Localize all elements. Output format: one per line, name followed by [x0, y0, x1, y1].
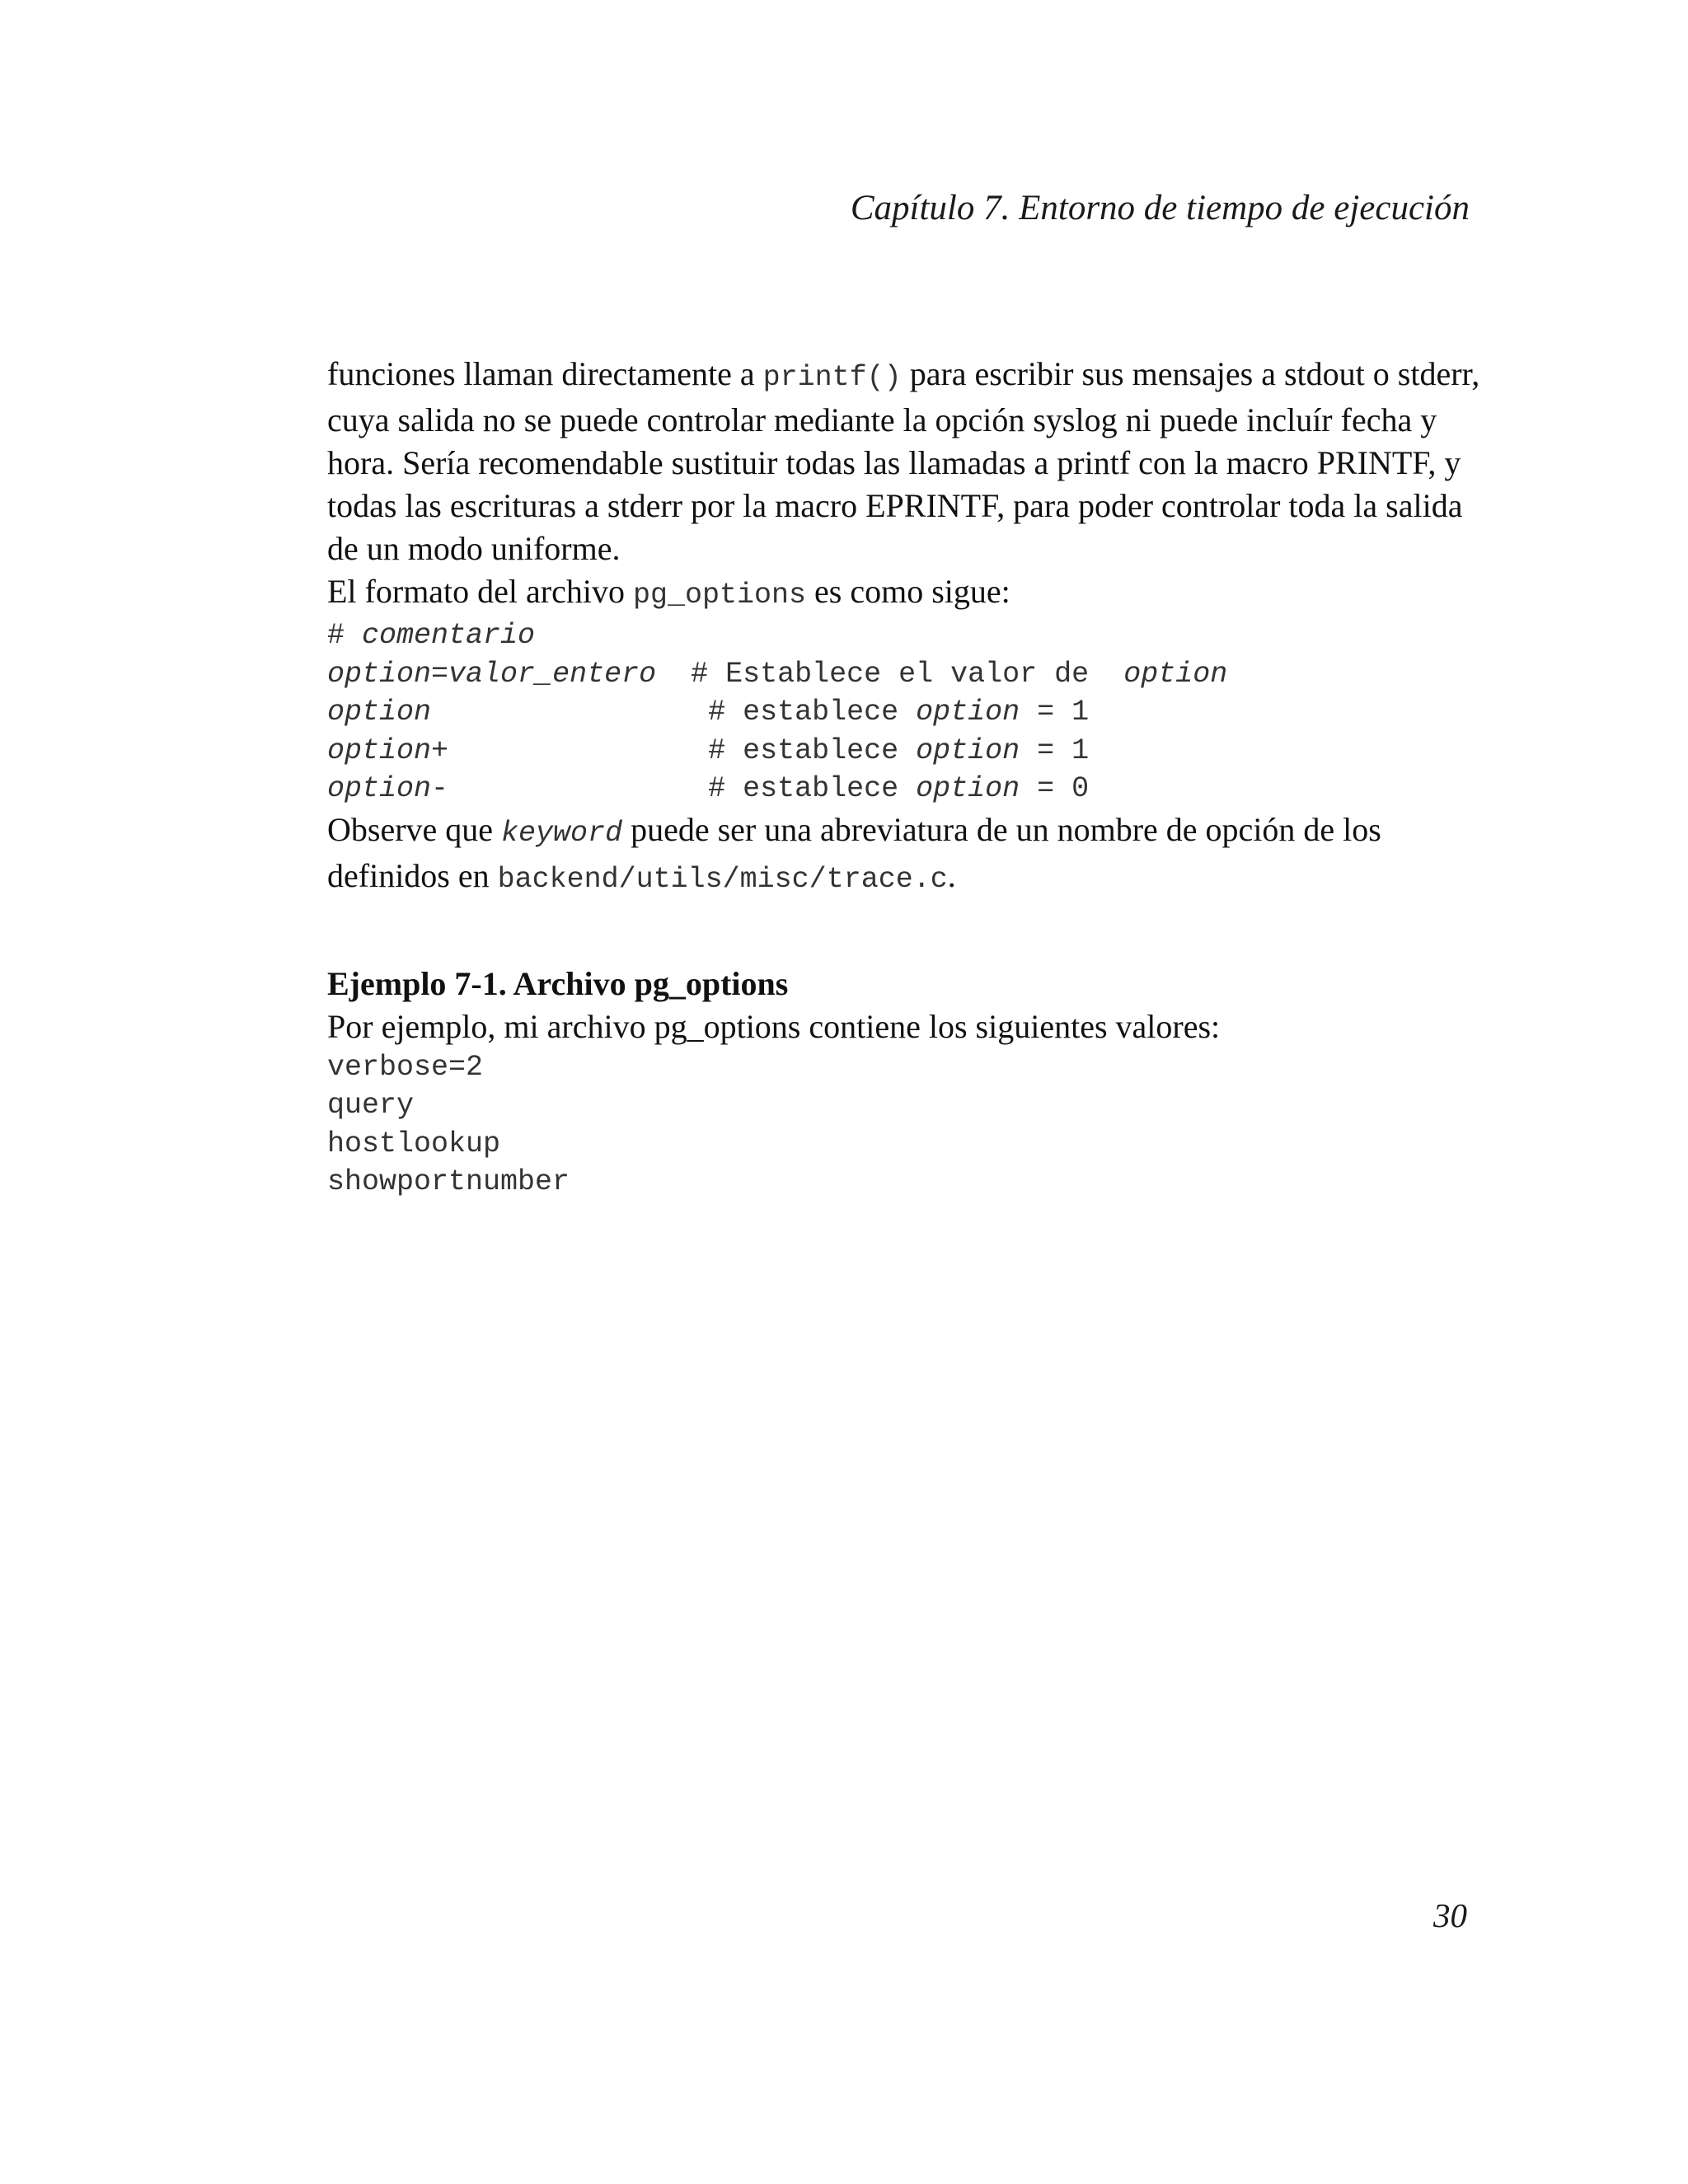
- example-title: Ejemplo 7-1. Archivo pg_options: [327, 964, 789, 1002]
- page-content: [327, 353, 1481, 1202]
- paragraph-text: para escribir sus mensajes a stdout o stderr, cuya salida no se puede controlar mediante la opción syslog ni puede incluír fecha y hora. Sería recomendable sustituir todas las llamadas a printf con la macro PRINTF, y todas las escrituras a stderr por la macro EPRINTF, para poder controlar toda la salida de un modo uniforme.: [327, 355, 1480, 567]
- code-line: showportnumber: [327, 1165, 570, 1198]
- code-line: hostlookup: [327, 1127, 501, 1160]
- code-line: option=valor_entero # Establece el valor de option: [327, 657, 1228, 691]
- paragraph-keyword: [327, 808, 1481, 901]
- paragraph-text: .: [947, 856, 956, 894]
- paragraph-text: funciones llaman directamente a: [327, 355, 763, 392]
- paragraph-text: puede ser una abreviatura de un nombre de opción de los definidos en: [327, 810, 1381, 894]
- code-line: option- # establece option = 0: [327, 772, 1090, 805]
- code-line: query: [327, 1089, 415, 1122]
- code-line: option+ # establece option = 1: [327, 733, 1090, 767]
- paragraph-text: Observe que: [327, 810, 502, 848]
- code-line: option # establece option = 1: [327, 696, 1090, 729]
- example-code-block: [327, 1048, 1481, 1202]
- paragraph-printf: [327, 353, 1481, 570]
- code-line: # comentario: [327, 619, 536, 652]
- running-header: Capítulo 7. Entorno de tiempo de ejecución: [850, 189, 1470, 227]
- paragraph-text: es como sigue:: [806, 573, 1010, 610]
- inline-code-pg-options: pg_options: [632, 579, 807, 612]
- code-line: verbose=2: [327, 1050, 484, 1084]
- format-code-block: [327, 616, 1481, 808]
- page-number: 30: [1433, 1896, 1467, 1934]
- example-intro: Por ejemplo, mi archivo pg_options contiene los siguientes valores:: [327, 1007, 1221, 1045]
- inline-code-trace-path: backend/utils/misc/trace.c: [497, 862, 948, 896]
- inline-code-keyword: keyword: [501, 816, 623, 850]
- paragraph-format-intro: [327, 570, 1481, 616]
- inline-code-printf: printf(): [762, 361, 902, 394]
- paragraph-text: El formato del archivo: [327, 573, 633, 610]
